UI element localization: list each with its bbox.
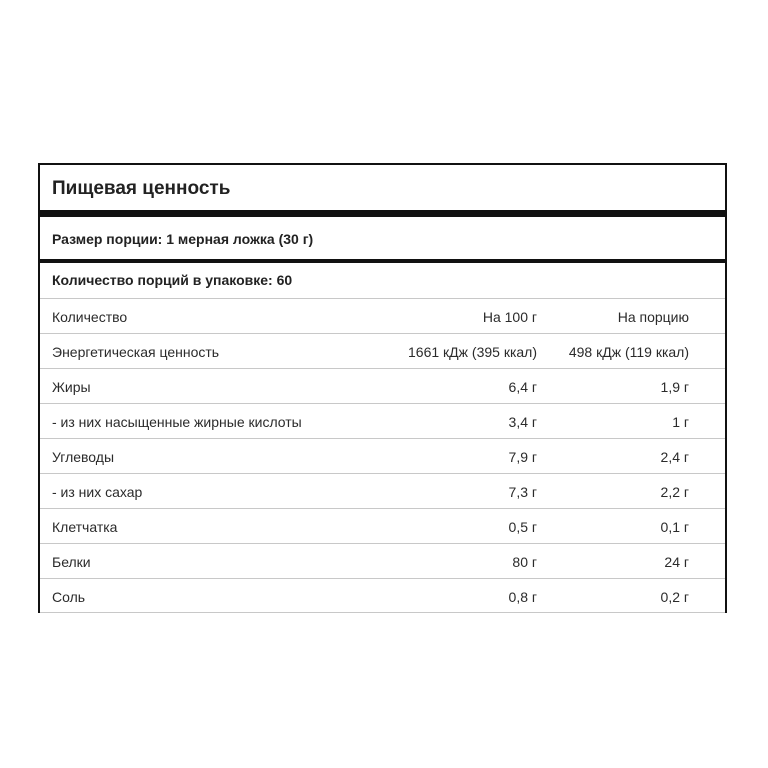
- nutrient-name: Углеводы: [52, 449, 115, 465]
- value-per-serving: 498 кДж (119 ккал): [568, 344, 689, 360]
- nutrition-facts-panel: [38, 163, 727, 613]
- header-per-100g: На 100 г: [482, 309, 537, 325]
- value-per-serving: 0,2 г: [660, 589, 689, 605]
- panel-title: Пищевая ценность: [52, 178, 231, 199]
- nutrient-name: Белки: [52, 554, 91, 570]
- value-per-100g: 7,3 г: [508, 484, 537, 500]
- value-per-100g: 80 г: [512, 554, 537, 570]
- header-per-serving: На порцию: [617, 309, 689, 325]
- thick-divider: [40, 210, 725, 217]
- table-row: [40, 473, 725, 508]
- table-row: [40, 508, 725, 543]
- value-per-100g: 6,4 г: [508, 379, 537, 395]
- value-per-100g: 7,9 г: [508, 449, 537, 465]
- table-row: [40, 403, 725, 438]
- thick-divider: [40, 259, 725, 263]
- value-per-serving: 24 г: [664, 554, 689, 570]
- table-row: [40, 368, 725, 403]
- table-header-row: [40, 298, 725, 333]
- table-row: [40, 438, 725, 473]
- value-per-serving: 2,2 г: [660, 484, 689, 500]
- servings-per-container: Количество порций в упаковке: 60: [52, 272, 293, 288]
- value-per-100g: 1661 кДж (395 ккал): [408, 344, 537, 360]
- nutrient-name: - из них насыщенные жирные кислоты: [52, 414, 302, 430]
- value-per-serving: 2,4 г: [660, 449, 689, 465]
- value-per-serving: 0,1 г: [660, 519, 689, 535]
- value-per-100g: 3,4 г: [508, 414, 537, 430]
- value-per-100g: 0,8 г: [508, 589, 537, 605]
- nutrient-name: Соль: [52, 589, 86, 605]
- table-row: [40, 578, 725, 613]
- nutrient-name: Энергетическая ценность: [52, 344, 220, 360]
- table-row: [40, 333, 725, 368]
- value-per-serving: 1,9 г: [660, 379, 689, 395]
- header-label: Количество: [52, 309, 128, 325]
- table-row: [40, 543, 725, 578]
- nutrition-table: [40, 298, 725, 613]
- value-per-100g: 0,5 г: [508, 519, 537, 535]
- serving-size: Размер порции: 1 мерная ложка (30 г): [52, 231, 314, 247]
- value-per-serving: 1 г: [672, 414, 689, 430]
- nutrient-name: Клетчатка: [52, 519, 118, 535]
- nutrient-name: - из них сахар: [52, 484, 143, 500]
- nutrient-name: Жиры: [52, 379, 91, 395]
